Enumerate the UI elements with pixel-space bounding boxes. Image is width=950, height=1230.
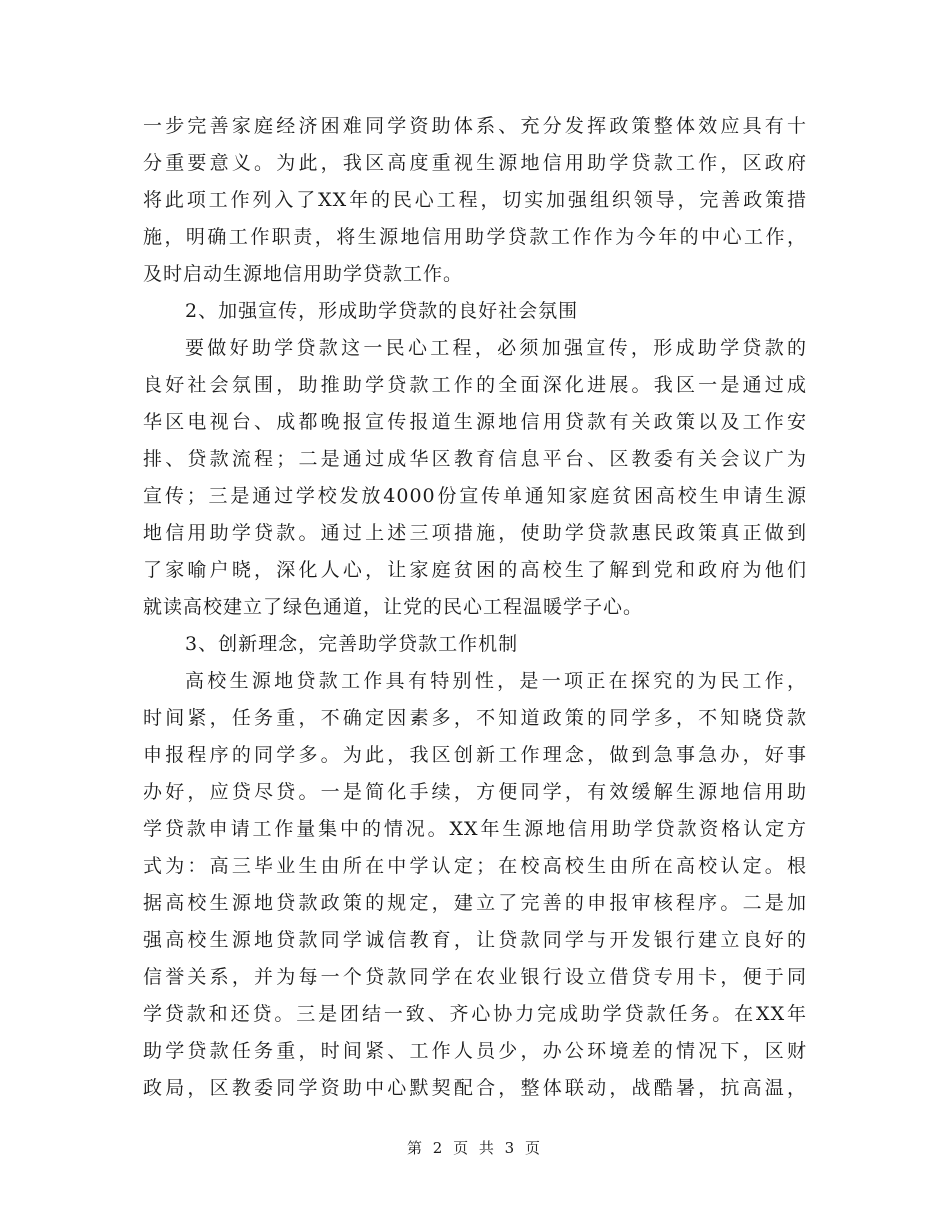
text-line: 施，明确工作职责，将生源地信用助学贷款工作作为今年的中心工作， — [143, 226, 807, 248]
text-line: 信誉关系，并为每一个贷款同学在农业银行设立借贷专用卡，便于同 — [143, 966, 807, 988]
text-line: 时间紧，任务重，不确定因素多，不知道政策的同学多，不知晓贷款 — [143, 707, 807, 729]
text-line: 排、贷款流程；二是通过成华区教育信息平台、区教委有关会议广为 — [143, 448, 807, 470]
text-line: 助学贷款任务重，时间紧、工作人员少，办公环境差的情况下，区财 — [143, 1040, 807, 1062]
text-line: 要做好助学贷款这一民心工程，必须加强宣传，形成助学贷款的 — [185, 337, 807, 359]
text-line: 将此项工作列入了XX年的民心工程，切实加强组织领导，完善政策措 — [143, 189, 807, 211]
text-line: 及时启动生源地信用助学贷款工作。 — [143, 263, 464, 285]
text-line: 据高校生源地贷款政策的规定，建立了完善的申报审核程序。二是加 — [143, 892, 807, 914]
text-line: 学贷款申请工作量集中的情况。XX年生源地信用助学贷款资格认定方 — [143, 818, 807, 840]
text-line: 办好，应贷尽贷。一是简化手续，方便同学，有效缓解生源地信用助 — [143, 781, 807, 803]
page-number-footer: 第 2 页 共 3 页 — [407, 1139, 543, 1157]
text-line: 政局，区教委同学资助中心默契配合，整体联动，战酷暑，抗高温， — [143, 1077, 807, 1099]
text-line: 了家喻户晓，深化人心，让家庭贫困的高校生了解到党和政府为他们 — [143, 559, 807, 581]
text-line: 式为：高三毕业生由所在中学认定；在校高校生由所在高校认定。根 — [143, 855, 807, 877]
text-line: 宣传；三是通过学校发放4000份宣传单通知家庭贫困高校生申请生源 — [143, 485, 807, 507]
text-line: 就读高校建立了绿色通道，让党的民心工程温暖学子心。 — [143, 596, 644, 618]
text-line: 一步完善家庭经济困难同学资助体系、充分发挥政策整体效应具有十 — [143, 115, 807, 137]
text-line: 良好社会氛围，助推助学贷款工作的全面深化进展。我区一是通过成 — [143, 374, 807, 396]
document-body — [143, 108, 807, 1107]
text-line: 强高校生源地贷款同学诚信教育，让贷款同学与开发银行建立良好的 — [143, 929, 807, 951]
text-line: 申报程序的同学多。为此，我区创新工作理念，做到急事急办，好事 — [143, 744, 807, 766]
text-line: 分重要意义。为此，我区高度重视生源地信用助学贷款工作，区政府 — [143, 152, 807, 174]
section-heading: 3、创新理念，完善助学贷款工作机制 — [185, 633, 519, 655]
text-line: 地信用助学贷款。通过上述三项措施，使助学贷款惠民政策真正做到 — [143, 522, 807, 544]
section-heading: 2、加强宣传，形成助学贷款的良好社会氛围 — [185, 300, 579, 322]
text-line: 高校生源地贷款工作具有特别性，是一项正在探究的为民工作， — [185, 670, 807, 692]
text-line: 学贷款和还贷。三是团结一致、齐心协力完成助学贷款任务。在XX年 — [143, 1003, 807, 1025]
text-line: 华区电视台、成都晚报宣传报道生源地信用贷款有关政策以及工作安 — [143, 411, 807, 433]
